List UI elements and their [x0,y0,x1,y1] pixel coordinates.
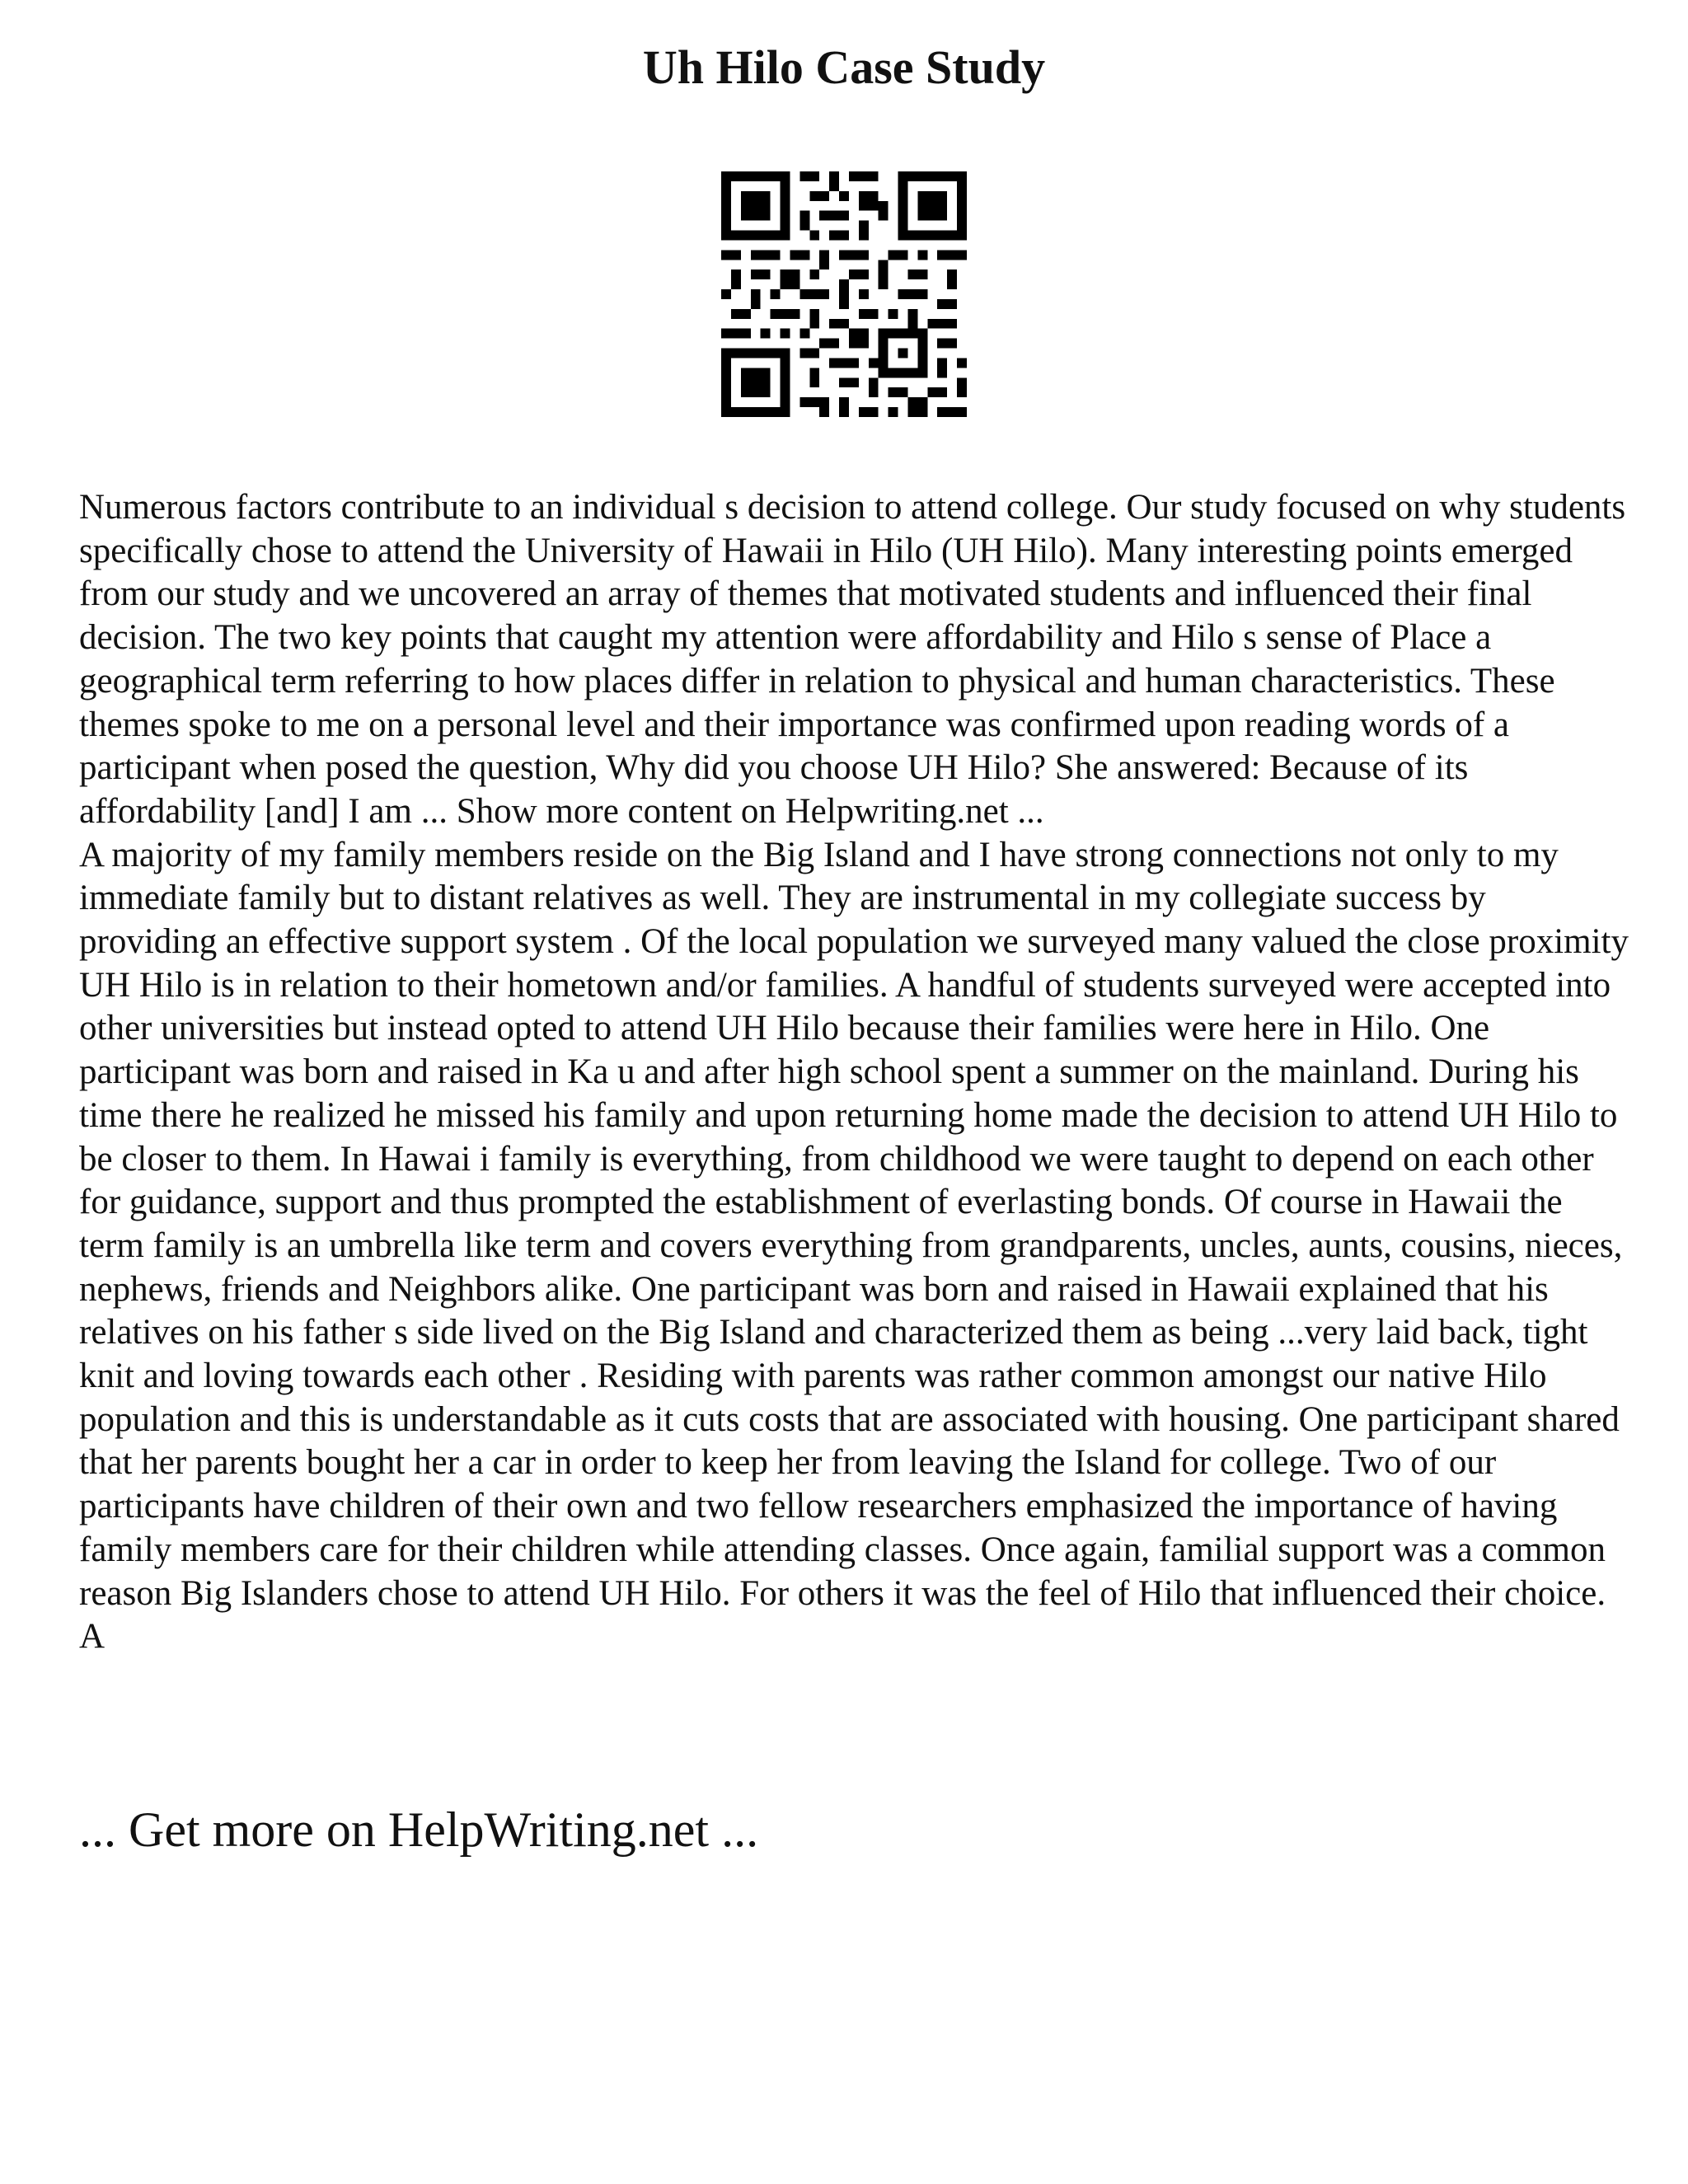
paragraph-2: A majority of my family members reside on the Big Island and I have strong connections not only to my immediate family but to distant relatives as well. They are instrumental in my collegiate success by providing an effective support system . Of the local population we surveyed many valued the close proximity UH Hilo is in relation to their hometown and/or families. A handful of students surveyed were accepted into other universities but instead opted to attend UH Hilo because their families were here in Hilo. One participant was born and raised in Ka u and after high school spent a summer on the mainland. During his time there he realized he missed his family and upon returning home made the decision to attend UH Hilo to be closer to them. In Hawai i family is everything, from childhood we were taught to depend on each other for guidance, support and thus prompted the establishment of everlasting bonds. Of course in Hawaii the term family is an umbrella like term and covers everything from grandparents, uncles, aunts, cousins, nieces, nephews, friends and Neighbors alike. One participant was born and raised in Hawaii explained that his relatives on his father s side lived on the Big Island and characterized them as being ...very laid back, tight knit and loving towards each other . Residing with parents was rather common amongst our native Hilo population and this is understandable as it cuts costs that are associated with housing. One participant shared that her parents bought her a car in order to keep her from leaving the Island for college. Two of our participants have children of their own and two fellow researchers emphasized the importance of having family members care for their children while attending classes. Once again, familial support was a common reason Big Islanders chose to attend UH Hilo. For others it was the feel of Hilo that influenced their choice. A [79,835,1629,1657]
get-more-link[interactable]: ... Get more on HelpWriting.net ... [79,1802,759,1857]
document-body [79,486,1629,1659]
qr-code-icon [721,171,967,417]
paragraph-1: Numerous factors contribute to an individual s decision to attend college. Our study focused on why students specifically chose to attend the University of Hawaii in Hilo (UH Hilo). Many interesting points emerged from our study and we uncovered an array of themes that motivated students and influenced their final decision. The two key points that caught my attention were affordability and Hilo s sense of Place a geographical term referring to how places differ in relation to physical and human characteristics. These themes spoke to me on a personal level and their importance was confirmed upon reading words of a participant when posed the question, Why did you choose UH Hilo? She answered: Because of its affordability [and] I am ... Show more content on Helpwriting.net ... [79,488,1626,831]
document-title: Uh Hilo Case Study [642,40,1046,94]
